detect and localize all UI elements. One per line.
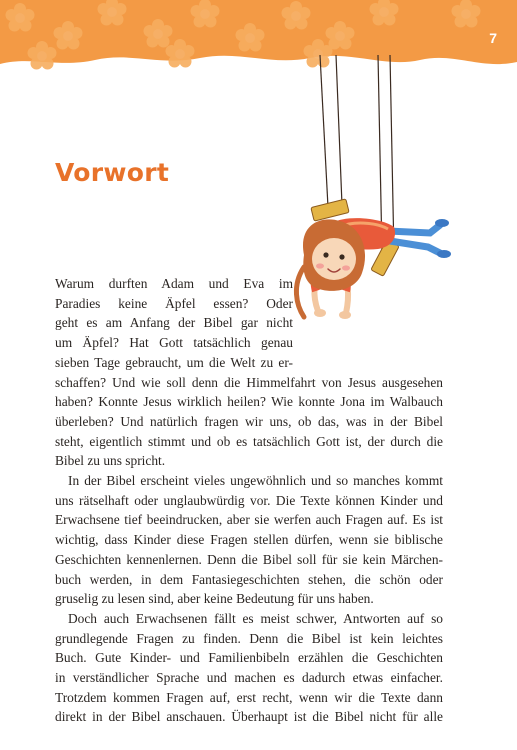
text-line: steht, eigentlich stimmt und ob es tatsächlich Gott ist, der durch die bbox=[55, 433, 443, 449]
text-line: Trotzdem kommen Fragen auf, erst recht, wenn wir die Texte dann bbox=[55, 689, 443, 705]
body-text bbox=[55, 274, 443, 727]
text-line: haben? Konnte Jesus wirklich heilen? Wie konnte Jona im Walbauch bbox=[55, 394, 443, 410]
text-line: schaffen? Und wie soll denn die Himmelfahrt von Jesus ausgesehen bbox=[55, 374, 443, 390]
text-line: Bibel zu uns spricht. bbox=[55, 453, 166, 469]
page-number: 7 bbox=[489, 30, 497, 46]
text-line: sieben Tage gebraucht, um die Welt zu er- bbox=[55, 354, 293, 370]
text-line: in verständlicher Sprache und machen es dadurch etwas einfacher. bbox=[55, 670, 443, 686]
text-line: um Äpfel? Hat Gott tatsächlich genau bbox=[55, 335, 293, 351]
text-line: wichtig, dass Kinder diese Fragen stellen dürfen, wenn sie biblische bbox=[55, 532, 443, 548]
paragraph-1 bbox=[55, 274, 443, 471]
paragraph-2 bbox=[55, 471, 443, 609]
page-title: Vorwort bbox=[55, 158, 170, 187]
text-line: In der Bibel erscheint vieles ungewöhnlich und so manches kommt bbox=[68, 473, 443, 489]
text-line: Geschichten kennenlernen. Denn die Bibel soll für sie kein Märchen- bbox=[55, 551, 443, 567]
text-line: buch werden, in dem Fantasiegeschichten stehen, die schön oder bbox=[55, 571, 443, 587]
text-line: Erwachsene tief beeindrucken, aber sie werfen auch Fragen auf. Es ist bbox=[55, 512, 443, 528]
text-line: Doch auch Erwachsenen fällt es meist schwer, Antworten auf so bbox=[68, 610, 443, 626]
paragraph-3 bbox=[55, 609, 443, 727]
text-line: Warum durften Adam und Eva im bbox=[55, 276, 293, 291]
text-line: geht es am Anfang der Bibel gar nicht bbox=[55, 315, 293, 331]
text-line: Paradies keine Äpfel essen? Oder bbox=[55, 295, 293, 311]
text-line: grundlegende Fragen zu finden. Denn die Bibel ist kein leichtes bbox=[55, 630, 443, 646]
text-line: uns rätselhaft oder unglaubwürdig vor. Die Texte können Kinder und bbox=[55, 492, 443, 508]
text-line: direkt in der Bibel anschauen. Überhaupt ist die Bibel nicht für alle bbox=[55, 709, 443, 725]
text-line: überleben? Und natürlich fragen wir uns, ob das, was in der Bibel bbox=[55, 413, 443, 429]
text-line: Buch. Gute Kinder- und Familienbibeln erzählen die Geschichten bbox=[55, 650, 443, 666]
text-line: gruselig zu lesen sind, aber keine Bedeutung für uns haben. bbox=[55, 591, 374, 607]
